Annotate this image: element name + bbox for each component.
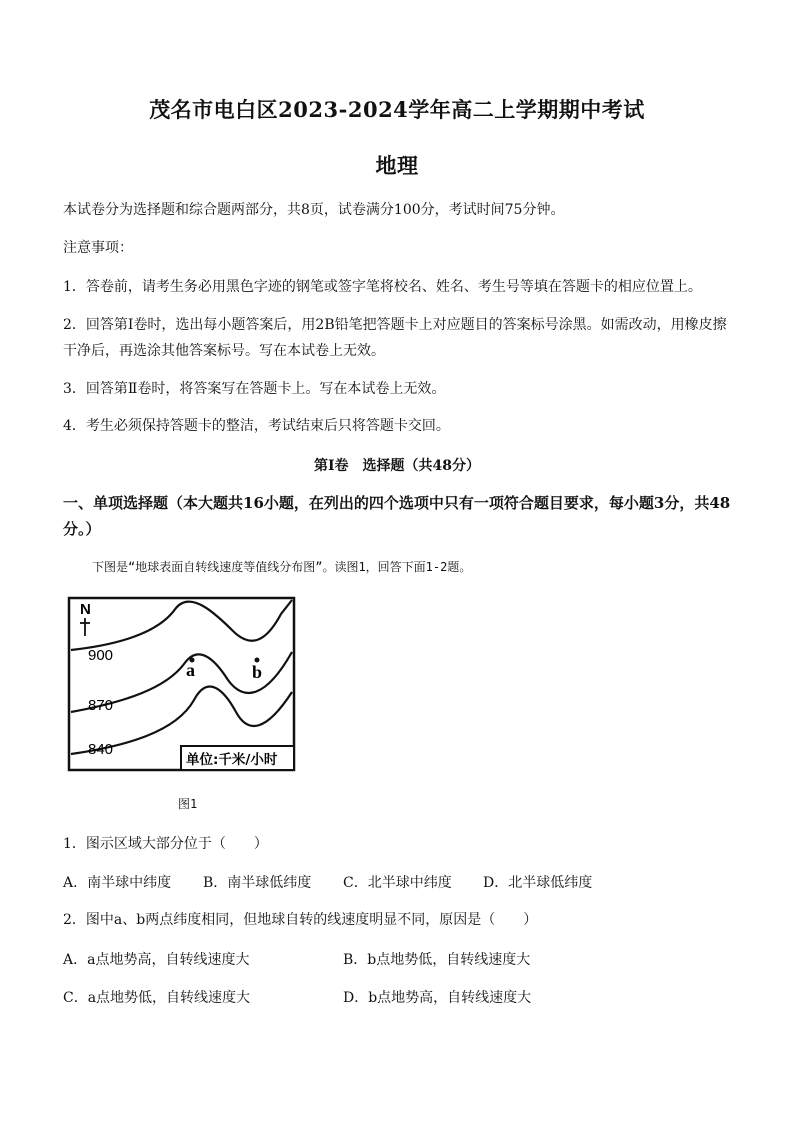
unit-label: 单位:千米/小时 — [186, 752, 278, 768]
contour-map — [66, 592, 298, 774]
question-1-option-c[interactable]: C．北半球中纬度 — [343, 875, 452, 891]
contour-label-900: 900 — [88, 647, 114, 664]
contour-label-840: 840 — [88, 741, 114, 758]
section-title: 第Ⅰ卷 选择题（共48分） — [313, 458, 481, 474]
question-1-option-a[interactable]: A．南半球中纬度 — [63, 875, 172, 891]
question-2-option-a[interactable]: A．a点地势高，自转线速度大 — [63, 952, 250, 968]
notice-item-3: 3．回答第Ⅱ卷时，将答案写在答题卡上。写在本试卷上无效。 — [63, 381, 446, 397]
notice-item-2: 2．回答第Ⅰ卷时，选出每小题答案后，用2B铅笔把答题卡上对应题目的答案标号涂黑。如需改动，用橡皮擦干净后，再选涂其他答案标号。写在本试卷上无效。 — [63, 317, 727, 359]
notice-item-4: 4．考生必须保持答题卡的整洁，考试结束后只将答题卡交回。 — [63, 418, 450, 434]
contour-label-870: 870 — [88, 697, 114, 714]
subject-title: 地理 — [375, 153, 419, 178]
question-2-option-c[interactable]: C．a点地势低，自转线速度大 — [63, 990, 251, 1006]
exam-title: 茂名市电白区2023-2024学年高二上学期期中考试 — [149, 97, 645, 122]
north-label: N — [80, 601, 91, 618]
figure-intro: 下图是“地球表面自转线速度等值线分布图”。读图1，回答下面1-2题。 — [92, 560, 472, 574]
question-2-option-b[interactable]: B．b点地势低，自转线速度大 — [343, 952, 531, 968]
point-a-label: a — [186, 660, 195, 680]
point-b-label: b — [252, 662, 263, 682]
question-2-option-d[interactable]: D．b点地势高，自转线速度大 — [343, 990, 532, 1006]
question-1-option-b[interactable]: B．南半球低纬度 — [203, 875, 312, 891]
question-1-stem: 1．图示区域大部分位于（ ） — [63, 836, 268, 852]
question-1-option-d[interactable]: D．北半球低纬度 — [483, 875, 593, 891]
notice-heading: 注意事项： — [63, 240, 133, 256]
part-heading: 一、单项选择题（本大题共16小题，在列出的四个选项中只有一项符合题目要求，每小题3分，共48分。） — [63, 494, 731, 538]
figure-caption: 图1 — [178, 797, 198, 811]
question-2-stem: 2．图中a、b两点纬度相同，但地球自转的线速度明显不同，原因是（ ） — [63, 912, 538, 928]
exam-intro: 本试卷分为选择题和综合题两部分，共8页，试卷满分100分，考试时间75分钟。 — [63, 202, 565, 218]
notice-item-1: 1．答卷前，请考生务必用黑色字迹的钢笔或签字笔将校名、姓名、考生号等填在答题卡的相应位置上。 — [63, 279, 702, 295]
